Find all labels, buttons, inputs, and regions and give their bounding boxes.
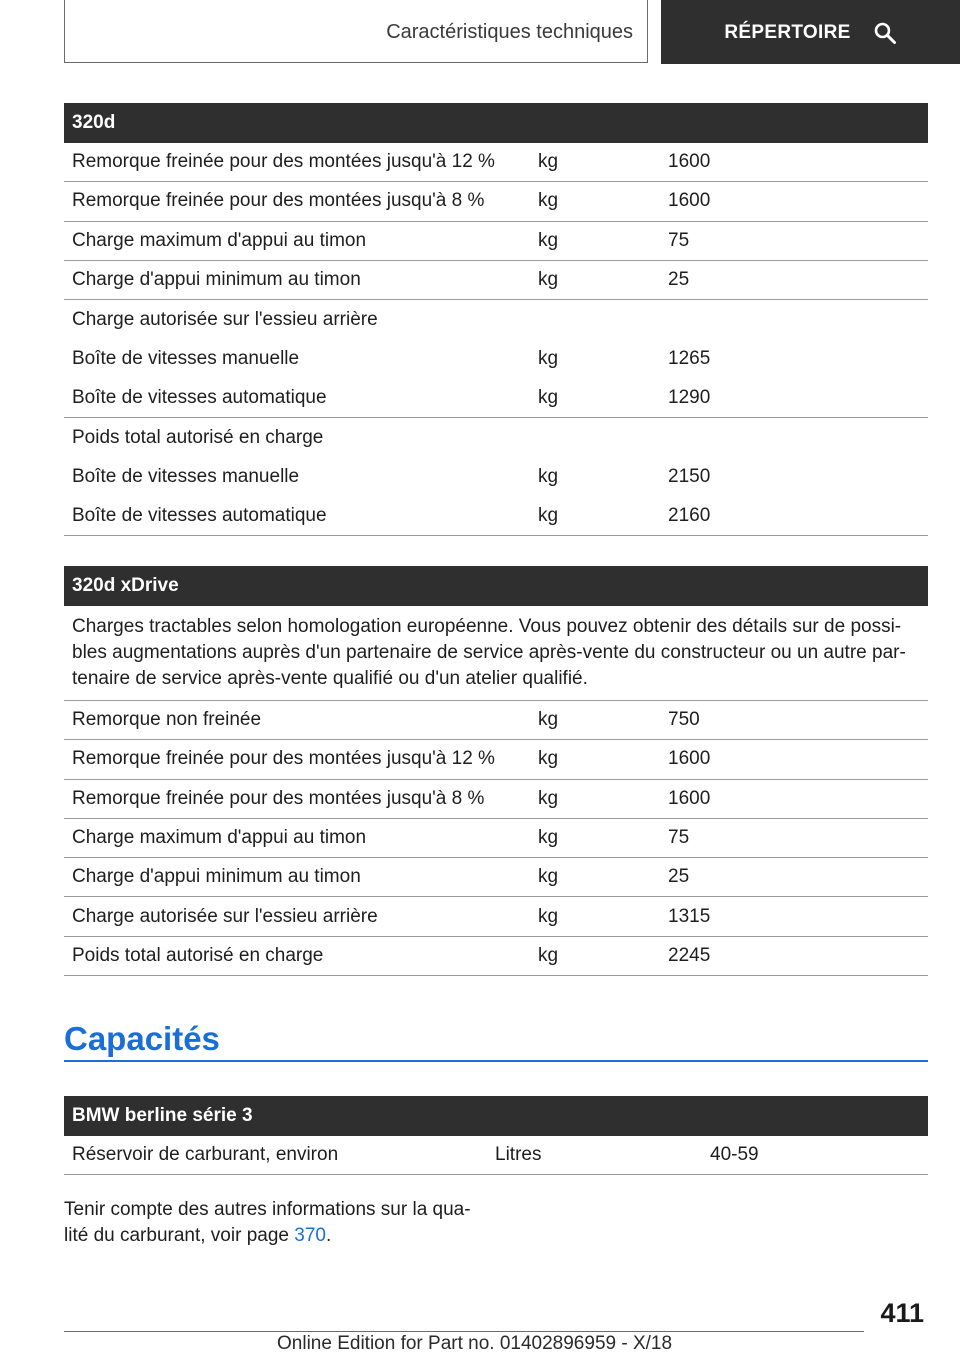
row-value: 75 [668,229,690,251]
row-unit: kg [538,269,559,291]
footer-divider [64,1331,864,1332]
row-label: Remorque freinée pour des montées jusqu'à 8 % [72,787,485,809]
row-value: 2245 [668,944,711,966]
table-row [64,182,928,221]
table-row [64,780,928,819]
row-unit: kg [538,709,559,731]
row-value: 1290 [668,386,711,408]
fuel-note-line1: Tenir compte des autres informations sur la qua- [64,1199,471,1220]
row-value: 40-59 [710,1144,759,1166]
row-value: 75 [668,827,690,849]
table-row [64,740,928,779]
row-label: Remorque freinée pour des montées jusqu'à 12 % [72,748,495,770]
directory-label: RÉPERTOIRE [724,22,851,43]
section-heading: Capacités [64,1016,928,1062]
row-label: Remorque freinée pour des montées jusqu'à 12 % [72,151,495,173]
fuel-note-line2: lité du carburant, voir page [64,1225,295,1246]
row-label: Charge d'appui minimum au timon [72,866,361,888]
row-unit: Litres [495,1144,542,1166]
search-icon [873,21,897,45]
row-unit: kg [538,504,559,526]
row-value: 25 [668,866,690,888]
table-row [64,222,928,261]
row-unit: kg [538,905,559,927]
table-row [64,497,928,536]
page-number: 411 [880,1298,924,1328]
table-title: BMW berline série 3 [64,1096,928,1136]
table-row [64,261,928,300]
row-unit: kg [538,348,559,370]
row-label: Charge autorisée sur l'essieu arrière [72,905,378,927]
table-row [64,339,928,378]
row-label: Charge maximum d'appui au timon [72,229,367,251]
row-unit: kg [538,866,559,888]
row-label: Boîte de vitesses automatique [72,504,327,526]
table-row [64,897,928,936]
table-320d [64,103,928,536]
chapter-title: Caractéristiques techniques [386,20,633,43]
row-label: Boîte de vitesses manuelle [72,466,300,488]
table-row [64,819,928,858]
row-value: 1600 [668,748,711,770]
row-unit: kg [538,944,559,966]
row-value: 2150 [668,466,711,488]
table-row [64,701,928,740]
row-value: 1315 [668,905,711,927]
row-unit: kg [538,787,559,809]
row-unit: kg [538,229,559,251]
row-value: 750 [668,709,700,731]
row-value: 25 [668,269,690,291]
row-label: Poids total autorisé en charge [72,944,324,966]
directory-button[interactable] [661,0,960,64]
row-value: 2160 [668,504,711,526]
table-title: 320d [64,103,928,143]
row-value: 1600 [668,190,711,212]
group-header [64,418,928,457]
group-label: Poids total autorisé en charge [72,426,324,448]
row-label: Remorque non freinée [72,709,262,731]
table-row [64,937,928,976]
table-note: Charges tractables selon homologation européenne. Vous pouvez obtenir des détails sur de possi-bles augmentations auprès d'un partenaire de service après-vente du constructeur ou un autre par-tenaire de service après-vente qualifié ou d'un atelier qualifié. [64,606,928,701]
table-row [64,379,928,418]
row-unit: kg [538,827,559,849]
row-label: Remorque freinée pour des montées jusqu'à 8 % [72,190,485,212]
table-row [64,1136,928,1175]
row-unit: kg [538,151,559,173]
row-label: Réservoir de carburant, environ [72,1144,339,1166]
table-row [64,457,928,496]
table-capacities [64,1096,928,1175]
row-value: 1265 [668,348,711,370]
fuel-note [64,1197,494,1249]
row-unit: kg [538,466,559,488]
row-unit: kg [538,748,559,770]
table-title: 320d xDrive [64,566,928,606]
table-row [64,143,928,182]
group-header [64,300,928,339]
table-row [64,858,928,897]
group-label: Charge autorisée sur l'essieu arrière [72,308,378,330]
row-label: Charge d'appui minimum au timon [72,269,361,291]
row-value: 1600 [668,787,711,809]
edition-info: Online Edition for Part no. 01402896959 - X/18 [277,1333,673,1354]
row-label: Boîte de vitesses automatique [72,386,327,408]
fuel-note-end: . [325,1225,332,1246]
row-label: Boîte de vitesses manuelle [72,348,300,370]
row-value: 1600 [668,151,711,173]
row-unit: kg [538,190,559,212]
chapter-tab[interactable] [64,0,648,63]
table-320d-xdrive [64,566,928,976]
row-unit: kg [538,386,559,408]
row-label: Charge maximum d'appui au timon [72,827,367,849]
page-link[interactable]: 370 [294,1225,326,1246]
